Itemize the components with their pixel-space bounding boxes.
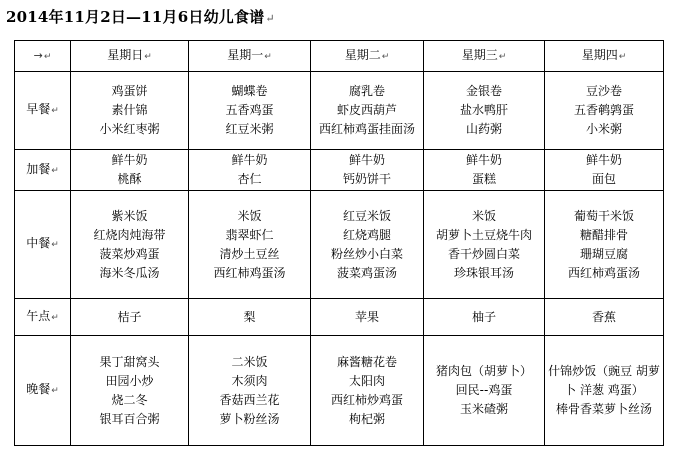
dish: 桃酥 — [117, 172, 142, 186]
title-text: 2014年11月2日—11月6日幼儿食谱 — [6, 8, 265, 26]
paragraph-mark-icon: ↵ — [381, 51, 390, 62]
cell-end-mark-icon: ↵ — [43, 51, 52, 62]
snack-sunday — [71, 150, 189, 191]
lunch-wednesday — [424, 191, 545, 299]
dish: 萝卜粉丝汤 — [219, 411, 280, 426]
dish: 胡萝卜土豆烧牛肉 — [435, 227, 532, 242]
dish: 素什锦 — [111, 103, 148, 117]
paragraph-mark-icon: ↵ — [265, 12, 275, 25]
dish: 鲜牛奶 — [465, 153, 502, 167]
dish: 米饭 — [237, 208, 262, 223]
dish: 豆沙卷 — [585, 84, 622, 98]
paragraph-mark-icon: ↵ — [51, 106, 59, 116]
dish: 粉丝炒小白菜 — [330, 246, 403, 261]
dish: 紫米饭 — [111, 208, 148, 223]
dish: 棒骨香菜萝卜丝汤 — [555, 402, 652, 416]
dish: 杏仁 — [237, 172, 262, 186]
dish: 果丁甜窝头 — [99, 354, 160, 369]
dish: 小米粥 — [585, 122, 622, 136]
dish: 红烧肉炖海带 — [93, 227, 166, 242]
paragraph-mark-icon: ↵ — [144, 51, 152, 62]
fruit-monday — [189, 299, 311, 336]
lunch-sunday — [71, 191, 189, 299]
dish: 米饭 — [471, 208, 496, 223]
dish: 糖醋排骨 — [579, 227, 628, 242]
menu-table — [14, 40, 664, 446]
day-header-wednesday: 星期三↵ — [424, 41, 545, 72]
dish: 菠菜鸡蛋汤 — [336, 265, 397, 280]
snack-wednesday — [424, 150, 545, 191]
header-row — [15, 41, 664, 72]
paragraph-mark-icon: ↵ — [498, 51, 507, 62]
dish: 盐水鸭肝 — [459, 103, 508, 117]
dish: 山药粥 — [465, 122, 502, 136]
snack-thursday — [545, 150, 664, 191]
dish: 苹果 — [354, 309, 379, 324]
meal-label-dinner: 晚餐↵ — [15, 336, 71, 446]
paragraph-mark-icon: ↵ — [51, 165, 59, 176]
dish: 面包 — [591, 172, 616, 186]
paragraph-mark-icon: ↵ — [618, 51, 627, 62]
dish: 红豆米饭 — [342, 208, 391, 223]
dish: 枸杞粥 — [348, 411, 385, 426]
dish: 西红柿鸡蛋挂面汤 — [318, 122, 415, 136]
paragraph-mark-icon: ↵ — [51, 240, 59, 250]
dinner-thursday — [545, 336, 664, 446]
dish: 小米红枣粥 — [99, 122, 160, 136]
fruit-thursday — [545, 299, 664, 336]
dish: 什锦炒饭（豌豆 胡萝卜 洋葱 鸡蛋） — [548, 364, 660, 397]
fruit-sunday — [71, 299, 189, 336]
dish: 五香鹌鹑蛋 — [573, 103, 634, 117]
paragraph-mark-icon: ↵ — [51, 386, 59, 396]
lunch-tuesday — [311, 191, 424, 299]
dinner-monday — [189, 336, 311, 446]
meal-label-lunch: 中餐↵ — [15, 191, 71, 299]
dinner-row — [15, 336, 664, 446]
afternoon-snack-row — [15, 299, 664, 336]
lunch-monday — [189, 191, 311, 299]
snack-row — [15, 150, 664, 191]
dish: 西红柿鸡蛋汤 — [213, 265, 286, 280]
breakfast-row — [15, 72, 664, 150]
dish: 蝴蝶卷 — [231, 84, 268, 98]
dish: 柚子 — [471, 309, 496, 324]
dish: 清炒土豆丝 — [219, 246, 280, 261]
dish: 翡翠虾仁 — [225, 227, 274, 242]
dish: 腐乳卷 — [348, 84, 385, 98]
dish: 梨 — [243, 309, 256, 324]
tab-arrow-icon: → — [33, 48, 43, 62]
meal-label-afternoon-snack: 午点↵ — [15, 299, 71, 336]
day-header-thursday: 星期四↵ — [545, 41, 664, 72]
lunch-row — [15, 191, 664, 299]
dish: 金银卷 — [465, 84, 502, 98]
breakfast-thursday — [545, 72, 664, 150]
dish: 二米饭 — [231, 354, 268, 369]
dish: 鸡蛋饼 — [111, 84, 148, 98]
dinner-wednesday — [424, 336, 545, 446]
dish: 珊瑚豆腐 — [579, 246, 628, 261]
dish: 木须肉 — [231, 373, 268, 388]
dish: 烧二冬 — [111, 392, 148, 407]
dish: 虾皮西葫芦 — [336, 103, 397, 117]
dish: 鲜牛奶 — [585, 153, 622, 167]
dish: 玉米碴粥 — [459, 402, 508, 416]
dish: 香干炒圆白菜 — [447, 246, 520, 261]
dish: 菠菜炒鸡蛋 — [99, 246, 160, 261]
meal-label-breakfast: 早餐↵ — [15, 72, 71, 150]
dish: 香菇西兰花 — [219, 392, 280, 407]
dish: 鲜牛奶 — [348, 153, 385, 167]
snack-monday — [189, 150, 311, 191]
meal-label-snack: 加餐↵ — [15, 150, 71, 191]
dish: 西红柿炒鸡蛋 — [330, 392, 403, 407]
dish: 红豆米粥 — [225, 122, 274, 136]
dish: 太阳肉 — [348, 373, 385, 388]
dish: 蛋糕 — [471, 172, 496, 186]
day-header-monday: 星期一↵ — [189, 41, 311, 72]
dish: 海米冬瓜汤 — [99, 265, 160, 280]
day-header-sunday: 星期日↵ — [71, 41, 189, 72]
dish: 麻酱糖花卷 — [336, 354, 397, 369]
dinner-sunday — [71, 336, 189, 446]
fruit-tuesday — [311, 299, 424, 336]
dish: 回民--鸡蛋 — [455, 383, 513, 397]
dish: 葡萄干米饭 — [573, 208, 634, 223]
dish: 田园小炒 — [105, 373, 154, 388]
dish: 香蕉 — [591, 309, 616, 324]
dish: 红烧鸡腿 — [342, 227, 391, 242]
document-title — [6, 6, 275, 27]
dish: 猪肉包（胡萝卜） — [435, 364, 532, 378]
breakfast-wednesday — [424, 72, 545, 150]
dish: 鲜牛奶 — [111, 153, 148, 167]
paragraph-mark-icon: ↵ — [51, 312, 59, 323]
corner-cell — [15, 41, 71, 72]
dish: 钙奶饼干 — [342, 172, 391, 186]
fruit-wednesday — [424, 299, 545, 336]
dish: 银耳百合粥 — [99, 411, 160, 426]
paragraph-mark-icon: ↵ — [264, 51, 272, 62]
day-header-tuesday: 星期二↵ — [311, 41, 424, 72]
breakfast-sunday — [71, 72, 189, 150]
breakfast-tuesday — [311, 72, 424, 150]
lunch-thursday — [545, 191, 664, 299]
breakfast-monday — [189, 72, 311, 150]
snack-tuesday — [311, 150, 424, 191]
dinner-tuesday — [311, 336, 424, 446]
dish: 西红柿鸡蛋汤 — [567, 265, 640, 280]
dish: 鲜牛奶 — [231, 153, 268, 167]
dish: 珍珠银耳汤 — [453, 265, 514, 280]
dish: 桔子 — [117, 309, 142, 324]
dish: 五香鸡蛋 — [225, 103, 274, 117]
